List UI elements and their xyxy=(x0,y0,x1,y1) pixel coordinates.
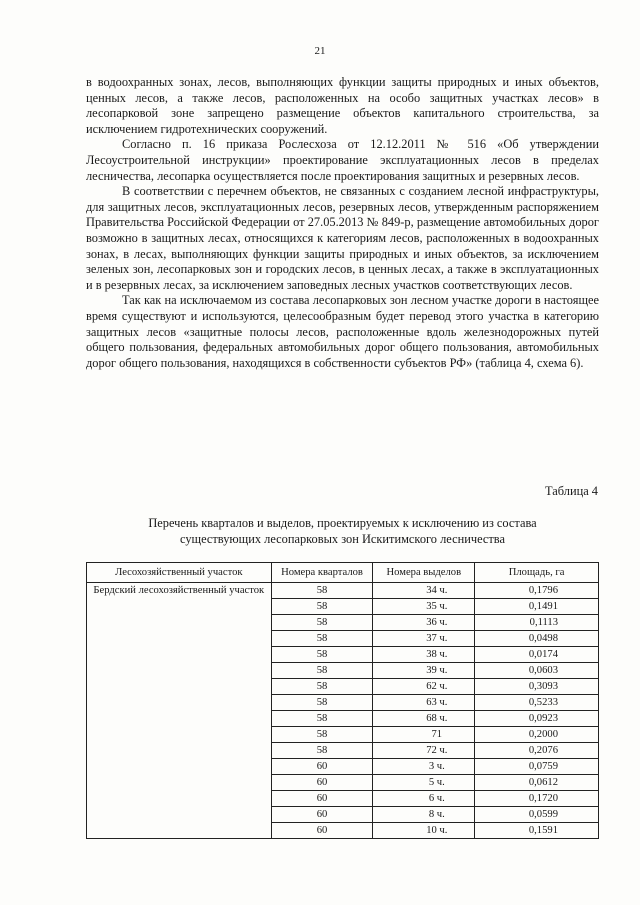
area-cell: 0,0498 xyxy=(475,631,599,647)
plot-cell: 68 ч. xyxy=(373,711,475,727)
header-area: Площадь, га xyxy=(475,563,599,583)
quarter-cell: 60 xyxy=(271,823,373,839)
plot-cell: 6 ч. xyxy=(373,791,475,807)
table-caption-line1: Перечень кварталов и выделов, проектируемых к исключению из состава xyxy=(148,516,537,530)
quarter-cell: 60 xyxy=(271,775,373,791)
plot-cell: 35 ч. xyxy=(373,599,475,615)
plot-cell: 63 ч. xyxy=(373,695,475,711)
area-cell: 0,5233 xyxy=(475,695,599,711)
plot-cell: 10 ч. xyxy=(373,823,475,839)
area-cell: 0,0923 xyxy=(475,711,599,727)
quarter-cell: 58 xyxy=(271,743,373,759)
table-row xyxy=(87,583,599,599)
plot-cell: 8 ч. xyxy=(373,807,475,823)
forestry-section-cell: Бердский лесохозяйственный участок xyxy=(87,583,272,839)
quarter-cell: 58 xyxy=(271,663,373,679)
plot-cell: 71 xyxy=(373,727,475,743)
area-cell: 0,0599 xyxy=(475,807,599,823)
plot-cell: 34 ч. xyxy=(373,583,475,599)
plot-cell: 39 ч. xyxy=(373,663,475,679)
paragraph: В соответствии с перечнем объектов, не связанных с созданием лесной инфраструктуры, для защитных лесов, эксплуатационных лесов, резервных лесов, утвержденным распоряжением Правительства Российской Федерации от 27.05.2013 № 849-р, размещение автомобильных дорог возможно в защитных лесах, относящихся к категориям лесов, расположенных в водоохранных зонах, в лесах, выполняющих функции защиты природных и иных объектов, за исключением зеленых зон, лесопарковых зон и городских лесов, в ценных лесах, а также в эксплуатационных и в резервных лесах, за исключением заповедных лесных участков соответствующих лесов. xyxy=(86,184,599,292)
quarter-cell: 58 xyxy=(271,631,373,647)
area-cell: 0,2000 xyxy=(475,727,599,743)
plot-cell: 3 ч. xyxy=(373,759,475,775)
quarter-cell: 60 xyxy=(271,791,373,807)
plot-cell: 62 ч. xyxy=(373,679,475,695)
page-number: 21 xyxy=(314,45,326,57)
quarter-cell: 58 xyxy=(271,727,373,743)
plot-cell: 36 ч. xyxy=(373,615,475,631)
plot-cell: 5 ч. xyxy=(373,775,475,791)
table-label: Таблица 4 xyxy=(545,484,598,498)
area-cell: 0,0603 xyxy=(475,663,599,679)
area-cell: 0,0612 xyxy=(475,775,599,791)
area-cell: 0,1591 xyxy=(475,823,599,839)
area-cell: 0,1113 xyxy=(475,615,599,631)
plot-cell: 38 ч. xyxy=(373,647,475,663)
quarter-cell: 60 xyxy=(271,807,373,823)
paragraph: Согласно п. 16 приказа Рослесхоза от 12.12.2011 № 516 «Об утверждении Лесоустроительной инструкции» проектирование эксплуатационных лесов в пределах лесничества, лесопарка осуществляется после проектирования защитных и резервных лесов. xyxy=(86,137,599,183)
plot-cell: 37 ч. xyxy=(373,631,475,647)
quarter-cell: 58 xyxy=(271,679,373,695)
paragraph: в водоохранных зонах, лесов, выполняющих функции защиты природных и иных объектов, ценных лесов, а также лесов, расположенных на особо защитных участках лесов» в лесопарковой зоне запрещено размещение объектов капитального строительства, за исключением гидротехнических сооружений. xyxy=(86,75,599,136)
quarter-cell: 58 xyxy=(271,583,373,599)
area-cell: 0,1796 xyxy=(475,583,599,599)
quarter-cell: 58 xyxy=(271,695,373,711)
paragraph: Так как на исключаемом из состава лесопарковых зон лесном участке дороги в настоящее время существуют и используются, целесообразным будет перевод этого участка в категорию защитных лесов «защитные полосы лесов, расположенные вдоль железнодорожных путей общего пользования, федеральных автомобильных дорог общего пользования, автомобильных дорог общего пользования, находящихся в собственности субъектов РФ» (таблица 4, схема 6). xyxy=(86,293,599,370)
table-header-row xyxy=(87,563,599,583)
header-forestry-section: Лесохозяйственный участок xyxy=(87,563,272,583)
quarter-cell: 58 xyxy=(271,615,373,631)
quarter-cell: 58 xyxy=(271,711,373,727)
area-cell: 0,1491 xyxy=(475,599,599,615)
table-caption-line2: существующих лесопарковых зон Искитимского лесничества xyxy=(180,532,505,546)
quarter-cell: 58 xyxy=(271,647,373,663)
body-text xyxy=(86,75,599,371)
area-cell: 0,0174 xyxy=(475,647,599,663)
quarter-cell: 58 xyxy=(271,599,373,615)
table-caption xyxy=(86,515,599,547)
header-plot-numbers: Номера выделов xyxy=(373,563,475,583)
quarter-cell: 60 xyxy=(271,759,373,775)
quarters-table xyxy=(86,562,599,839)
header-quarter-numbers: Номера кварталов xyxy=(271,563,373,583)
area-cell: 0,0759 xyxy=(475,759,599,775)
area-cell: 0,3093 xyxy=(475,679,599,695)
table-body xyxy=(87,583,599,839)
plot-cell: 72 ч. xyxy=(373,743,475,759)
area-cell: 0,1720 xyxy=(475,791,599,807)
area-cell: 0,2076 xyxy=(475,743,599,759)
